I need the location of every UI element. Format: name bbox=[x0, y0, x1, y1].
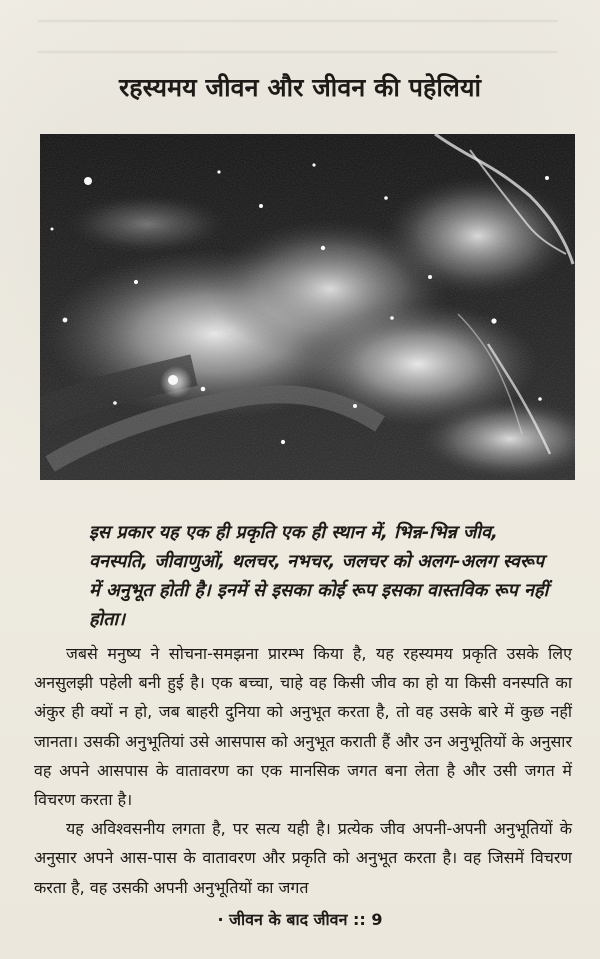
image-caption: इस प्रकार यह एक ही प्रकृति एक ही स्थान में, भिन्न-भिन्न जीव, वनस्पति, जीवाणुओं, थलचर, नभचर, जलचर को अलग-अलग स्वरूप में अनुभूत होती है। इनमें से इसका कोई रूप इसका वास्तविक रूप नहीं होता। bbox=[89, 522, 549, 630]
body-paragraph: जबसे मनुष्य ने सोचना-समझना प्रारम्भ किया है, यह रहस्यमय प्रकृति उसके लिए अनसुलझी पहेली बनी हुई है। एक बच्चा, चाहे वह किसी जीव का हो या किसी वनस्पति का अंकुर ही क्यों न हो, जब बाहरी दुनिया को अनुभूत करता है, तो वह उसके बारे में कुछ नहीं जानता। उसकी अनुभूतियां उसे आसपास को अनुभूत कराती हैं और उन अनुभूतियों के अनुसार वह अपने आसपास के वातावरण का एक मानसिक जगत बना लेता है और उसी जगत में विचरण करता है। bbox=[34, 644, 572, 810]
body-paragraph: यह अविश्वसनीय लगता है, पर सत्य यही है। प्रत्येक जीव अपनी-अपनी अनुभूतियों के अनुसार अपने आस-पास के वातावरण और प्रकृति को अनुभूत करता है। वह जिसमें विचरण करता है, वह उसकी अपनी अनुभूतियों का जगत bbox=[34, 819, 572, 897]
page-title: रहस्यमय जीवन और जीवन की पहेलियां bbox=[118, 72, 482, 102]
cosmic-illustration bbox=[40, 134, 575, 480]
show-through-text bbox=[38, 2, 558, 64]
page-footer: · जीवन के बाद जीवन :: 9 bbox=[217, 910, 383, 929]
body-copy bbox=[34, 639, 572, 902]
